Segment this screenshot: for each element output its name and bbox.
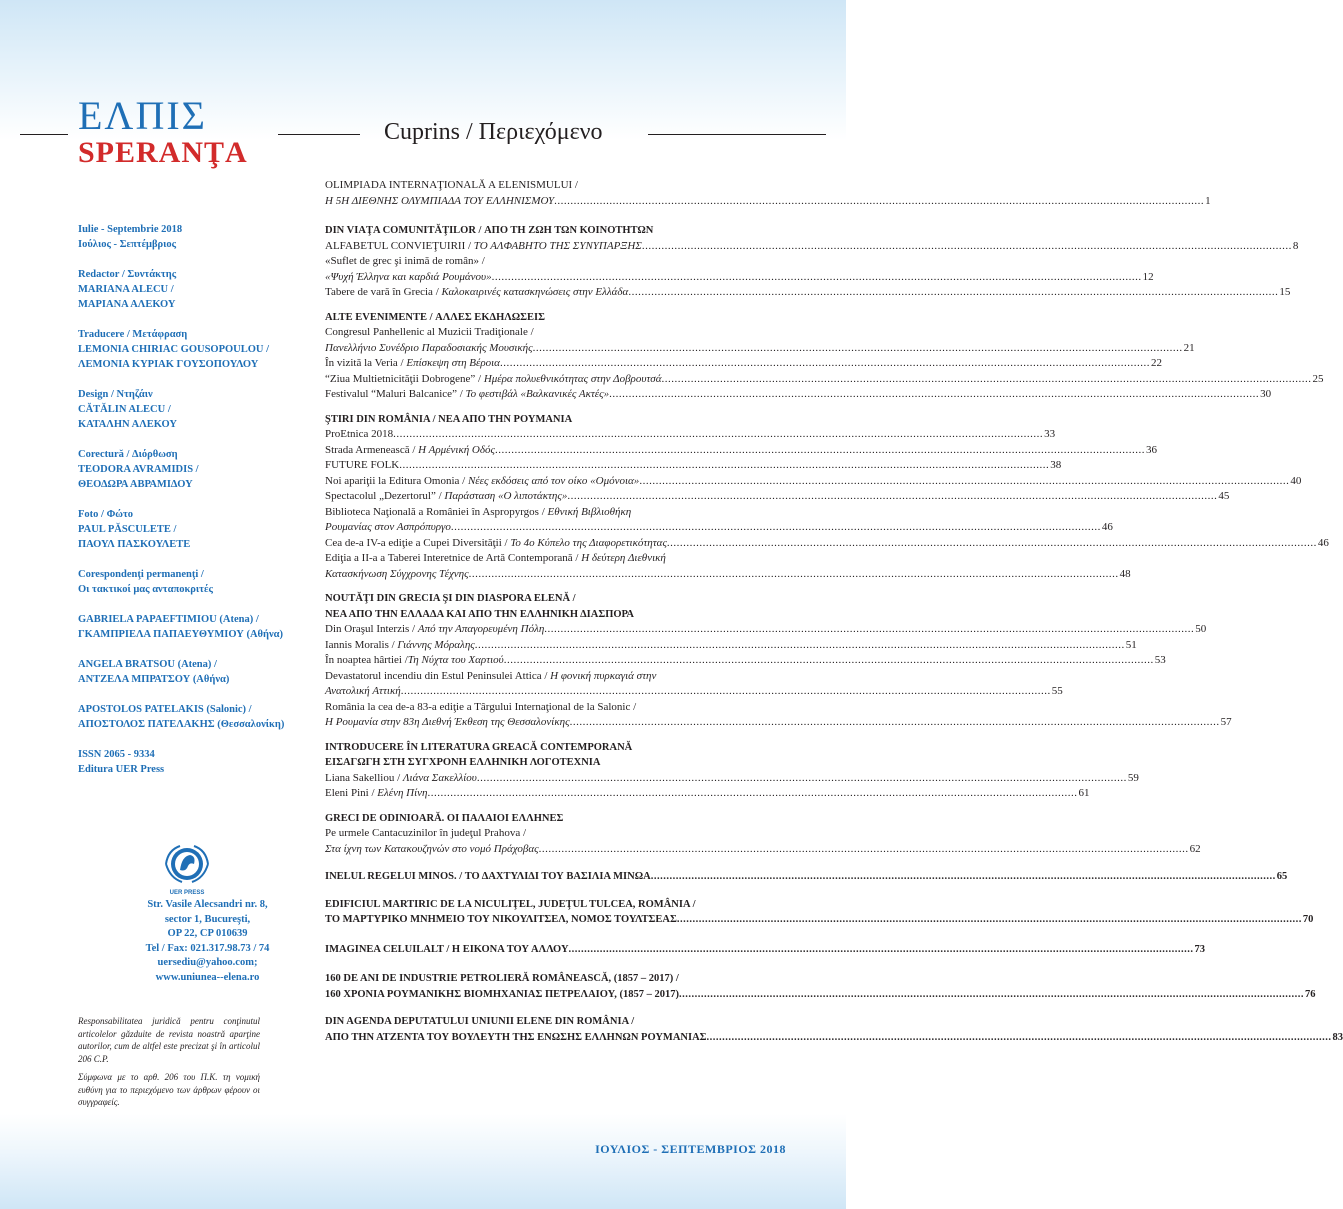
toc-entry-line <box>325 551 797 567</box>
page-number: 83 <box>1332 1031 1343 1043</box>
leader-dots <box>495 443 1145 459</box>
uer-press-logo-icon <box>160 842 214 898</box>
toc-entry-title <box>325 474 639 490</box>
toc-entry[interactable] <box>325 987 1316 1003</box>
masthead-value: PAUL PĂSCULETE / <box>78 524 177 535</box>
title-gr: Τη Νύχτα του Χαρτιού <box>407 654 504 666</box>
masthead-label: Design / Ντηζάιν <box>78 389 153 400</box>
toc-entry-line <box>325 669 797 685</box>
disclaimer-ro: Responsabilitatea juridică pentru conţinutul articolelor găzduite de revista noastră aparţine autorilor, cum de altfel este precizat şi în articolul 206 C.P. <box>78 1016 260 1064</box>
toc-entry-title: INELUL REGELUI MINOS. / ΤΟ ΔΑΧΤΥΛΙΔΙ ΤΟΥ ΒΑΣΙΛΙΑ ΜΙΝΩΑ <box>325 871 651 882</box>
toc-entry[interactable] <box>325 387 1272 403</box>
toc-entry-line <box>325 505 797 521</box>
masthead-block <box>78 747 308 777</box>
leader-dots <box>662 372 1312 388</box>
page-number: 55 <box>1051 685 1063 697</box>
toc-entry[interactable] <box>325 653 1166 669</box>
page-number: 61 <box>1078 787 1090 799</box>
page-number: 48 <box>1119 567 1131 580</box>
page-number: 33 <box>1044 428 1056 440</box>
toc-entry-title <box>325 285 628 301</box>
page-number: 15 <box>1279 286 1291 298</box>
title-gr: Επίσκεψη στη Βέροια <box>406 357 500 369</box>
title-gr: Η δεύτερη Διεθνική <box>581 552 666 564</box>
address-line: sector 1, Bucureşti, <box>164 913 251 925</box>
issue-ro: Iulie - Septembrie 2018 <box>78 224 183 235</box>
masthead-value: Editura UER Press <box>78 764 165 775</box>
phone-fax: Tel / Fax: 021.317.98.73 / 74 <box>145 942 270 954</box>
masthead-label: Foto / Φώτο <box>78 509 134 520</box>
masthead-value: ΓΚΑΜΠΡΙΕΛΑ ΠΑΠΑΕΥΘΥΜΙΟΥ (Αθήνα) <box>78 629 284 640</box>
toc-entry[interactable] <box>325 372 1324 388</box>
masthead-value: ΑΠΟΣΤΟΛΟΣ ΠΑΤΕΛΑΚΗΣ (Θεσσαλονίκη) <box>78 719 285 730</box>
toc-entry[interactable] <box>325 869 1288 885</box>
title-gr: Εθνική Βιβλιοθήκη <box>547 505 632 518</box>
masthead-block <box>78 612 308 642</box>
toc-section <box>325 1014 1343 1045</box>
toc-entry-title: ProEtnica 2018 <box>325 428 394 440</box>
title-gr: Ημέρα πολυεθνικότητας στην Δοβρουτσά <box>483 372 662 385</box>
leader-dots <box>609 387 1259 403</box>
title-ro: Liana Sakelliou / <box>325 771 403 784</box>
masthead-value: Οι τακτικοί μας ανταποκριτές <box>78 584 213 595</box>
masthead-value: ΘΕΟΔΩΡΑ ΑΒΡΑΜΙΔΟΥ <box>78 479 193 490</box>
section-header: DIN AGENDA DEPUTATULUI UNIUNII ELENE DIN ROMÂNIA / <box>325 1016 635 1027</box>
masthead-value: TEODORA AVRAMIDIS / <box>78 464 199 475</box>
toc-entry-title <box>325 771 477 787</box>
page-number: 12 <box>1142 270 1154 283</box>
section-header: 160 DE ANI DE INDUSTRIE PETROLIERĂ ROMÂNEASCĂ, (1857 – 2017) / <box>325 973 679 984</box>
leader-dots <box>393 427 1043 443</box>
page-title: Cuprins / Περιεχόμενο <box>384 119 603 145</box>
legal-disclaimer <box>78 1015 260 1115</box>
section-header: ΕΙΣΑΓΩΓΗ ΣΤΗ ΣΥΓΧΡΟΝΗ ΕΛΛΗΝΙΚΗ ΛΟΓΟΤΕΧΝΙΑ <box>325 757 601 768</box>
leader-dots <box>707 1030 1332 1046</box>
toc-entry[interactable] <box>325 194 1211 210</box>
address-line: Str. Vasile Alecsandri nr. 8, <box>147 899 268 910</box>
masthead-block <box>78 327 308 372</box>
bottom-gradient <box>0 1114 846 1209</box>
page-number: 65 <box>1276 871 1288 882</box>
magazine-logo <box>78 93 248 170</box>
masthead-label: APOSTOLOS PATELAKIS (Salonic) / <box>78 704 252 715</box>
toc-entry-title <box>325 443 495 459</box>
toc-section <box>325 897 1314 928</box>
title-ro: Biblioteca Naţională a României în Aspropyrgos / <box>325 505 548 518</box>
toc-entry-title: ΑΠΟ ΤΗΝ ΑΤΖΕΝΤΑ ΤΟΥ ΒΟΥΛΕΥΤΗ ΤΗΣ ΕΝΩΣΗΣ ΕΛΛΗΝΩΝ ΡΟΥΜΑΝΙΑΣ <box>325 1031 707 1043</box>
leader-dots <box>544 622 1194 638</box>
uer-logo-text: UER PRESS <box>169 890 205 896</box>
toc-entry-title <box>325 653 504 669</box>
title-gr: ΤΟ ΑΛΦΑΒΗΤΟ ΤΗΣ ΣΥΝΥΠΑΡΞΗΣ <box>473 239 642 252</box>
page-number: 70 <box>1302 914 1314 925</box>
toc-entry[interactable] <box>325 474 1302 490</box>
title-ro: Iannis Moralis / <box>325 638 398 651</box>
toc-section <box>325 412 1329 583</box>
toc-entry[interactable] <box>325 341 1195 357</box>
toc-entry-title <box>325 372 662 388</box>
toc-entry-title: Η 5Η ΔΙΕΘΝΗΣ ΟΛΥΜΠΙΑΔΑ ΤΟΥ ΕΛΛΗΝΙΣΜΟΥ <box>325 194 555 207</box>
leader-dots <box>401 684 1051 700</box>
title-ro: “Ziua Multietnicităţii Dobrogene” / <box>325 372 484 385</box>
toc-entry[interactable] <box>325 458 1062 474</box>
toc-entry-title: Πανελλήνιο Συνέδριο Παραδοσιακής Μουσικής <box>325 341 533 354</box>
toc-entry[interactable] <box>325 520 1113 536</box>
toc-entry[interactable] <box>325 356 1162 372</box>
toc-entry-title <box>325 387 609 403</box>
right-rule <box>648 134 826 135</box>
title-ro: Cea de-a IV-a ediţie a Cupei Diversităţii / <box>325 536 511 549</box>
masthead-label: GABRIELA PAPAEFTIMIOU (Atena) / <box>78 614 259 625</box>
toc-entry[interactable] <box>325 489 1230 505</box>
page-number: 8 <box>1292 239 1299 252</box>
leader-dots <box>677 912 1302 928</box>
toc-entry[interactable] <box>325 842 1201 858</box>
toc-entry-title <box>325 786 428 802</box>
leader-dots <box>533 341 1183 357</box>
title-gr: Από την Απαγορευμένη Πόλη <box>417 623 545 635</box>
leader-dots <box>475 638 1125 654</box>
masthead <box>78 222 308 792</box>
leader-dots <box>492 270 1142 286</box>
page-number: 59 <box>1127 771 1139 784</box>
section-header: ALTE EVENIMENTE / ΑΛΛΕΣ ΕΚΔΗΛΩΣΕΙΣ <box>325 311 545 323</box>
toc-entry[interactable] <box>325 942 1206 958</box>
section-header: ΝΕΑ ΑΠΟ ΤΗΝ ΕΛΛΑΔΑ ΚΑΙ ΑΠΟ ΤΗΝ ΕΛΛΗΝΙΚΗ ΔΙΑΣΠΟΡΑ <box>325 608 635 620</box>
leader-dots <box>570 715 1220 731</box>
title-gr: Το φεστιβάλ «Βαλκανικές Ακτές» <box>465 388 610 400</box>
title-gr: Γιάννης Μόραλης <box>397 638 475 651</box>
masthead-block <box>78 387 308 432</box>
masthead-value: ΜΑΡΙΑΝΑ ΑΛΕΚΟΥ <box>78 299 176 310</box>
page-number: 51 <box>1125 638 1137 651</box>
toc-entry[interactable] <box>325 239 1299 255</box>
leader-dots <box>639 474 1289 490</box>
page-number: 76 <box>1305 988 1316 1000</box>
title-ro: Tabere de vară în Grecia / <box>325 286 442 298</box>
page-number: 57 <box>1220 716 1232 728</box>
title-gr: Νέες εκδόσεις από τον οίκο «Ομόνοια» <box>467 474 640 487</box>
toc-section <box>325 178 1211 209</box>
leader-dots <box>469 567 1119 583</box>
toc-entry-line: Pe urmele Cantacuzinilor în judeţul Prahova / <box>325 827 527 839</box>
toc-entry-line: România la cea de-a 83-a ediţie a Târgului Internaţional de la Salonic / <box>325 700 637 713</box>
title-ro: Strada Armenească / <box>325 443 419 456</box>
issue-gr: Ιούλιος - Σεπτέμβριος <box>78 239 177 250</box>
section-header: INTRODUCERE ÎN LITERATURA GREACĂ CONTEMPORANĂ <box>325 741 633 753</box>
page-number: 1 <box>1205 194 1211 207</box>
toc-section <box>325 740 1139 802</box>
toc-entry-title <box>325 638 475 654</box>
toc-entry[interactable] <box>325 684 1063 700</box>
toc-entry-title: Κατασκήνωση Σύγχρονης Τέχνης <box>325 567 469 580</box>
masthead-value: MARIANA ALECU / <box>78 284 174 295</box>
toc-section <box>325 971 1316 1002</box>
toc-entry-title: Ανατολική Αττική <box>325 685 401 697</box>
toc-section <box>325 869 1288 885</box>
toc-section <box>325 310 1324 403</box>
title-gr: Το 4ο Κύπελο της Διαφορετικότητας <box>510 536 667 549</box>
page-number: 22 <box>1150 357 1162 369</box>
toc-entry-title: FUTURE FOLK <box>325 459 400 471</box>
toc-entry-line: OLIMPIADA INTERNAŢIONALĂ A ELENISMULUI / <box>325 179 578 191</box>
leader-dots <box>569 942 1194 958</box>
website-link[interactable]: www.uniunea--elena.ro <box>155 971 260 983</box>
masthead-label: Corespondenţi permanenţi / <box>78 569 204 580</box>
masthead-block <box>78 507 308 552</box>
title-gr: Ελένη Πίνη <box>377 787 428 799</box>
leader-dots <box>500 356 1150 372</box>
title-ro: Festivalul “Maluri Balcanice” / <box>325 388 466 400</box>
leader-dots <box>642 239 1292 255</box>
masthead-block <box>78 702 308 732</box>
toc-entry[interactable] <box>325 771 1139 787</box>
toc-entry-title <box>325 622 544 638</box>
title-gr: Παράσταση «Ο λιποτάκτης» <box>444 490 568 502</box>
section-header: EDIFICIUL MARTIRIC DE LA NICULIŢEL, JUDEŢUL TULCEA, ROMÂNIA / <box>325 898 696 910</box>
masthead-value: ΑΝΤΖΕΛΑ ΜΠΡΑΤΣΟΥ (Αθήνα) <box>78 674 230 685</box>
leader-dots <box>428 786 1078 802</box>
section-header: ŞTIRI DIN ROMÂNIA / ΝΕΑ ΑΠΟ ΤΗΝ ΡΟΥΜΑΝΙΑ <box>325 413 573 425</box>
toc-entry-title <box>325 536 667 552</box>
page-number: 21 <box>1183 341 1195 354</box>
issue-date <box>78 222 308 252</box>
title-gr: Η Αρμένική Οδός <box>418 443 495 456</box>
masthead-value: ΚΑΤΑΛΗΝ ΑΛΕΚΟΥ <box>78 419 177 430</box>
section-header: DIN VIAŢA COMUNITĂŢILOR / ΑΠΟ ΤΗ ΖΩΗ ΤΩΝ ΚΟΙΝΟΤΗΤΩΝ <box>325 225 654 236</box>
page-number: 46 <box>1101 521 1113 533</box>
masthead-value: ΠΑΟΥΛ ΠΑΣΚΟΥΛΕΤΕ <box>78 539 191 550</box>
toc-entry-title: Στα ίχνη των Κατακουζηνών στο νομό Πράχοβας <box>325 842 539 855</box>
toc-entry-title <box>325 489 567 505</box>
leader-dots <box>399 458 1049 474</box>
leader-dots <box>504 653 1154 669</box>
masthead-block <box>78 447 308 492</box>
leader-dots <box>679 987 1304 1003</box>
toc-section <box>325 942 1206 958</box>
masthead-label: ISSN 2065 - 9334 <box>78 749 155 760</box>
toc-entry[interactable] <box>325 622 1207 638</box>
toc-entry[interactable] <box>325 912 1314 928</box>
title-ro: Eleni Pini / <box>325 787 378 799</box>
email-link[interactable]: uersediu@yahoo.com; <box>157 957 258 968</box>
leader-dots <box>451 520 1101 536</box>
toc-entry[interactable] <box>325 638 1137 654</box>
toc-entry[interactable] <box>325 536 1329 552</box>
masthead-block <box>78 567 308 597</box>
publisher-address <box>85 898 330 985</box>
toc-entry[interactable] <box>325 567 1131 583</box>
leader-dots <box>628 285 1278 301</box>
title-ro: În noaptea hârtiei / <box>325 654 408 666</box>
toc-entry-title: Ρουμανίας στον Ασπρόπυργο <box>325 521 451 533</box>
masthead-value: ΛΕΜΟΝΙΑ ΚΥΡΙΑΚ ΓΟΥΣΟΠΟΥΛΟΥ <box>78 359 259 370</box>
title-ro: Devastatorul incendiu din Estul Peninsulei Attica / <box>325 669 551 682</box>
masthead-value: CĂTĂLIN ALECU / <box>78 404 171 415</box>
toc-entry-line: Congresul Panhellenic al Muzicii Tradiţionale / <box>325 326 534 338</box>
page-number: 38 <box>1050 459 1062 471</box>
masthead-value: LEMONIA CHIRIAC GOUSOPOULOU / <box>78 344 270 355</box>
title-ro: Din Oraşul Interzis / <box>325 623 418 635</box>
page-number: 46 <box>1317 536 1329 549</box>
toc-entry[interactable] <box>325 786 1090 802</box>
title-gr: Λιάνα Σακελλίου <box>402 771 477 784</box>
address-line: OP 22, CP 010639 <box>167 928 248 939</box>
masthead-block <box>78 657 308 687</box>
page-number: 25 <box>1312 372 1324 385</box>
toc-entry-title: «Ψυχή Έλληνα και καρδιά Ρουμάνου» <box>325 270 492 283</box>
page-number: 50 <box>1195 623 1207 635</box>
page-number: 45 <box>1218 490 1230 502</box>
title-ro: În vizită la Veria / <box>325 357 407 369</box>
toc-entry-title: 160 ΧΡΟΝΙΑ ΡΟΥΜΑΝΙΚΗΣ ΒΙΟΜΗΧΑΝΙΑΣ ΠΕΤΡΕΛΑΙΟΥ, (1857 – 2017) <box>325 988 680 1000</box>
toc-entry[interactable] <box>325 285 1291 301</box>
page-number: 62 <box>1189 842 1201 855</box>
title-ro: Ediţia a II-a a Taberei Interetnice de Artă Contemporană / <box>325 552 582 564</box>
title-ro: ALFABETUL CONVIEŢUIRII / <box>325 239 474 252</box>
page-footer: ΙΟΥΛΙΟΣ - ΣΕΠΤΕΜΒΡΙΟΣ 2018 <box>595 1142 786 1156</box>
toc-section <box>325 811 1201 858</box>
toc-entry-line: «Suflet de grec şi inimă de român» / <box>325 255 485 267</box>
leader-dots <box>554 194 1204 210</box>
masthead-label: ANGELA BRATSOU (Atena) / <box>78 659 217 670</box>
toc-entry-title <box>325 356 500 372</box>
toc-entry-title: IMAGINEA CELUILALT / Η ΕΙΚΟΝΑ ΤΟΥ ΑΛΛΟΥ <box>325 943 569 955</box>
toc-section <box>325 223 1299 301</box>
masthead-label: Corectură / Διόρθωση <box>78 449 178 460</box>
toc-entry[interactable] <box>325 443 1157 459</box>
toc-entry-title <box>325 239 642 255</box>
left-rule <box>20 134 68 135</box>
table-of-contents <box>325 178 1343 1054</box>
toc-entry[interactable] <box>325 270 1154 286</box>
page-number: 40 <box>1290 474 1302 487</box>
section-header: GRECI DE ODINIOARĂ. ΟΙ ΠΑΛΑΙΟΙ ΕΛΛΗΝΕΣ <box>325 812 564 824</box>
title-ro: Spectacolul „Dezertorul” / <box>325 490 445 502</box>
toc-section <box>325 591 1232 731</box>
section-header: NOUTĂŢI DIN GRECIA ŞI DIN DIASPORA ELENĂ / <box>325 593 576 604</box>
title-ro: Noi apariţii la Editura Omonia / <box>325 474 468 487</box>
toc-entry-title: ΤΟ ΜΑΡΤΥΡΙΚΟ ΜΝΗΜΕΙΟ ΤΟΥ ΝΙΚΟΥΛΙΤΣΕΛ, ΝΟΜΟΣ ΤΟΥΛΤΣΕΑΣ <box>325 914 677 925</box>
toc-entry[interactable] <box>325 715 1232 731</box>
page-number: 30 <box>1260 388 1272 400</box>
logo-latin: SPERANŢA <box>78 136 248 169</box>
title-gr: Καλοκαιρινές κατασκηνώσεις στην Ελλάδα <box>441 286 629 298</box>
leader-dots <box>539 842 1189 858</box>
page-number: 36 <box>1145 443 1157 456</box>
mid-rule <box>278 134 360 135</box>
title-gr: Η φονική πυρκαγιά στην <box>550 669 657 682</box>
masthead-block <box>78 267 308 312</box>
disclaimer-gr: Σύμφωνα με το αρθ. 206 του Π.Κ. τη νομική ευθύνη για το περιεχόμενο των άρθρων φέρουν οι συγγραφείς. <box>78 1072 260 1107</box>
masthead-label: Redactor / Συντάκτης <box>78 269 177 280</box>
toc-entry-title: Η Ρουμανία στην 83η Διεθνή Έκθεση της Θεσσαλονίκης <box>325 716 570 728</box>
leader-dots <box>667 536 1317 552</box>
logo-greek: ΕΛΠΙΣ <box>78 93 207 138</box>
masthead-label: Traducere / Μετάφραση <box>78 329 188 340</box>
page-number: 73 <box>1194 943 1206 955</box>
page-number: 53 <box>1154 654 1166 666</box>
leader-dots <box>477 771 1127 787</box>
toc-entry[interactable] <box>325 1030 1343 1046</box>
leader-dots <box>567 489 1217 505</box>
toc-entry[interactable] <box>325 427 1056 443</box>
leader-dots <box>651 869 1276 885</box>
